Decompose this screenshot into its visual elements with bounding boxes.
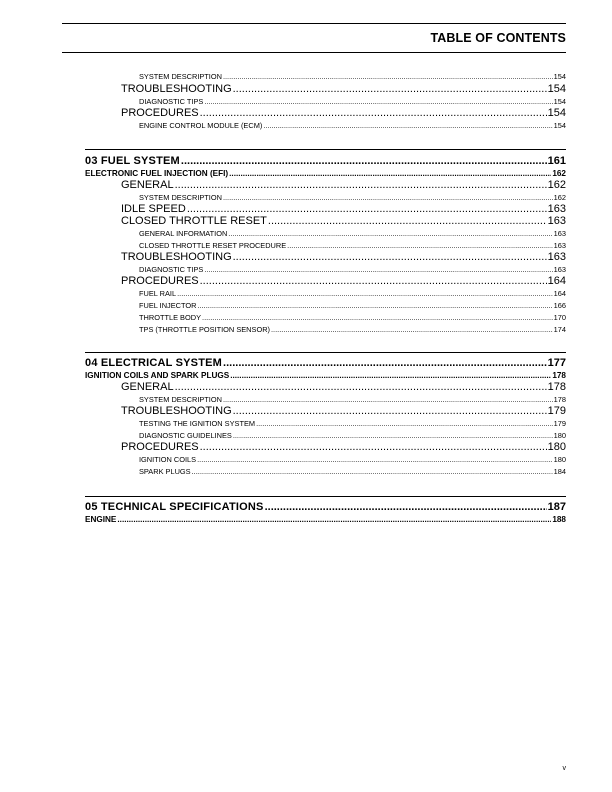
toc-entry[interactable] — [121, 179, 566, 191]
dot-leader — [263, 121, 552, 130]
toc-entry-page: 162 — [547, 179, 566, 191]
toc-entry-page: 184 — [553, 467, 566, 476]
toc-entry-title: THROTTLE BODY — [139, 313, 202, 322]
toc-entry-title: DIAGNOSTIC GUIDELINES — [139, 431, 232, 440]
section-divider — [85, 496, 566, 497]
page-title: TABLE OF CONTENTS — [430, 31, 566, 45]
toc-entry-page: 177 — [547, 357, 566, 369]
dot-leader — [230, 371, 551, 380]
toc-entry-page: 154 — [553, 97, 566, 106]
dot-leader — [228, 229, 552, 238]
toc-entry-title: PROCEDURES — [121, 275, 199, 287]
toc-entry-title: GENERAL — [121, 179, 174, 191]
toc-entry-title: IGNITION COILS AND SPARK PLUGS — [85, 371, 230, 380]
toc-entry[interactable] — [139, 467, 566, 476]
toc-entry-title: TROUBLESHOOTING — [121, 251, 232, 263]
header-top-rule — [62, 23, 566, 24]
toc-entry[interactable] — [139, 193, 566, 202]
toc-entry-page: 163 — [553, 265, 566, 274]
toc-entry[interactable] — [139, 229, 566, 238]
toc-entry[interactable] — [139, 289, 566, 298]
toc-entry-page: 187 — [547, 501, 566, 513]
dot-leader — [233, 405, 547, 417]
toc-entry-page: 162 — [553, 193, 566, 202]
dot-leader — [187, 203, 547, 215]
toc-entry-page: 170 — [553, 313, 566, 322]
dot-leader — [265, 501, 547, 513]
toc-entry-title: TPS (THROTTLE POSITION SENSOR) — [139, 325, 270, 334]
toc-entry-page: 164 — [553, 289, 566, 298]
toc-entry[interactable] — [139, 419, 566, 428]
toc-entry-title: IDLE SPEED — [121, 203, 186, 215]
toc-entry-page: 154 — [553, 72, 566, 81]
toc-entry[interactable] — [139, 431, 566, 440]
dot-leader — [223, 357, 547, 369]
toc-entry-page: 163 — [553, 241, 566, 250]
dot-leader — [200, 275, 547, 287]
section-divider — [85, 352, 566, 353]
dot-leader — [175, 381, 547, 393]
toc-entry-page: 154 — [553, 121, 566, 130]
dot-leader — [268, 215, 547, 227]
dot-leader — [256, 419, 553, 428]
page-number: v — [562, 765, 566, 772]
dot-leader — [202, 313, 553, 322]
toc-entry-page: 154 — [547, 83, 566, 95]
dot-leader — [233, 251, 547, 263]
toc-entry-page: 161 — [547, 155, 566, 167]
toc-entry-page: 154 — [547, 107, 566, 119]
dot-leader — [223, 395, 553, 404]
toc-entry-title: 03 FUEL SYSTEM — [85, 155, 180, 167]
toc-entry[interactable] — [139, 455, 566, 464]
dot-leader — [117, 515, 551, 524]
toc-entry-page: 178 — [552, 371, 566, 380]
toc-entry-title: IGNITION COILS — [139, 455, 197, 464]
toc-entry-title: TROUBLESHOOTING — [121, 83, 232, 95]
toc-entry-page: 163 — [547, 215, 566, 227]
toc-entry[interactable] — [139, 121, 566, 130]
toc-entry-title: DIAGNOSTIC TIPS — [139, 265, 204, 274]
toc-entry-page: 163 — [553, 229, 566, 238]
toc-entry-title: ENGINE CONTROL MODULE (ECM) — [139, 121, 263, 130]
toc-entry-page: 180 — [547, 441, 566, 453]
toc-entry-page: 174 — [553, 325, 566, 334]
toc-entry-page: 162 — [552, 169, 566, 178]
toc-entry[interactable] — [121, 275, 566, 287]
dot-leader — [200, 441, 547, 453]
toc-entry-title: PROCEDURES — [121, 441, 199, 453]
dot-leader — [223, 72, 553, 81]
toc-section[interactable] — [85, 357, 566, 369]
toc-entry[interactable] — [121, 251, 566, 263]
toc-entry-title: SYSTEM DESCRIPTION — [139, 193, 222, 202]
dot-leader — [229, 169, 551, 178]
dot-leader — [197, 455, 553, 464]
toc-entry-page: 163 — [547, 203, 566, 215]
dot-leader — [223, 193, 553, 202]
toc-subsection[interactable] — [85, 371, 566, 380]
dot-leader — [198, 301, 553, 310]
toc-entry-title: PROCEDURES — [121, 107, 199, 119]
toc-entry-title: ELECTRONIC FUEL INJECTION (EFI) — [85, 169, 229, 178]
toc-entry[interactable] — [121, 107, 566, 119]
toc-entry-page: 163 — [547, 251, 566, 263]
dot-leader — [200, 107, 547, 119]
toc-entry-title: GENERAL — [121, 381, 174, 393]
dot-leader — [233, 83, 547, 95]
toc-entry[interactable] — [121, 441, 566, 453]
toc-entry-title: CLOSED THROTTLE RESET — [121, 215, 267, 227]
toc-entry-title: TESTING THE IGNITION SYSTEM — [139, 419, 256, 428]
toc-entry[interactable] — [139, 395, 566, 404]
toc-entry-title: CLOSED THROTTLE RESET PROCEDURE — [139, 241, 287, 250]
toc-entry-title: 04 ELECTRICAL SYSTEM — [85, 357, 223, 369]
toc-section[interactable] — [85, 501, 566, 513]
toc-entry[interactable] — [121, 203, 566, 215]
toc-subsection[interactable] — [85, 169, 566, 178]
toc-entry[interactable] — [139, 72, 566, 81]
toc-entry-page: 188 — [552, 515, 566, 524]
toc-entry[interactable] — [121, 83, 566, 95]
toc-entry[interactable] — [139, 301, 566, 310]
toc-entry[interactable] — [139, 313, 566, 322]
toc-entry[interactable] — [139, 97, 566, 106]
toc-entry-page: 179 — [547, 405, 566, 417]
toc-entry[interactable] — [139, 325, 566, 334]
toc-entry-page: 180 — [553, 455, 566, 464]
toc-entry[interactable] — [121, 215, 566, 227]
toc-entry[interactable] — [139, 265, 566, 274]
toc-entry-page: 180 — [553, 431, 566, 440]
header-bottom-rule — [62, 52, 566, 53]
toc-entry-title: SYSTEM DESCRIPTION — [139, 72, 222, 81]
toc-entry[interactable] — [121, 405, 566, 417]
toc-entry-title: 05 TECHNICAL SPECIFICATIONS — [85, 501, 264, 513]
toc-section[interactable] — [85, 155, 566, 167]
toc-entry-title: TROUBLESHOOTING — [121, 405, 232, 417]
toc-entry-title: ENGINE — [85, 515, 117, 524]
toc-entry-title: SYSTEM DESCRIPTION — [139, 395, 222, 404]
toc-entry-page: 164 — [547, 275, 566, 287]
dot-leader — [175, 179, 547, 191]
toc-entry-page: 179 — [553, 419, 566, 428]
toc-subsection[interactable] — [85, 515, 566, 524]
toc-entry-title: FUEL INJECTOR — [139, 301, 197, 310]
toc-entry-title: DIAGNOSTIC TIPS — [139, 97, 204, 106]
toc-entry-title: GENERAL INFORMATION — [139, 229, 228, 238]
toc-entry[interactable] — [139, 241, 566, 250]
dot-leader — [181, 155, 547, 167]
toc-entry-page: 178 — [553, 395, 566, 404]
toc-entry[interactable] — [121, 381, 566, 393]
toc-entry-title: SPARK PLUGS — [139, 467, 191, 476]
toc-entry-page: 178 — [547, 381, 566, 393]
section-divider — [85, 149, 566, 150]
toc-entry-title: FUEL RAIL — [139, 289, 177, 298]
toc-entry-page: 166 — [553, 301, 566, 310]
dot-leader — [204, 97, 552, 106]
dot-leader — [271, 325, 553, 334]
dot-leader — [192, 467, 553, 476]
dot-leader — [204, 265, 552, 274]
dot-leader — [287, 241, 553, 250]
dot-leader — [177, 289, 553, 298]
dot-leader — [233, 431, 553, 440]
